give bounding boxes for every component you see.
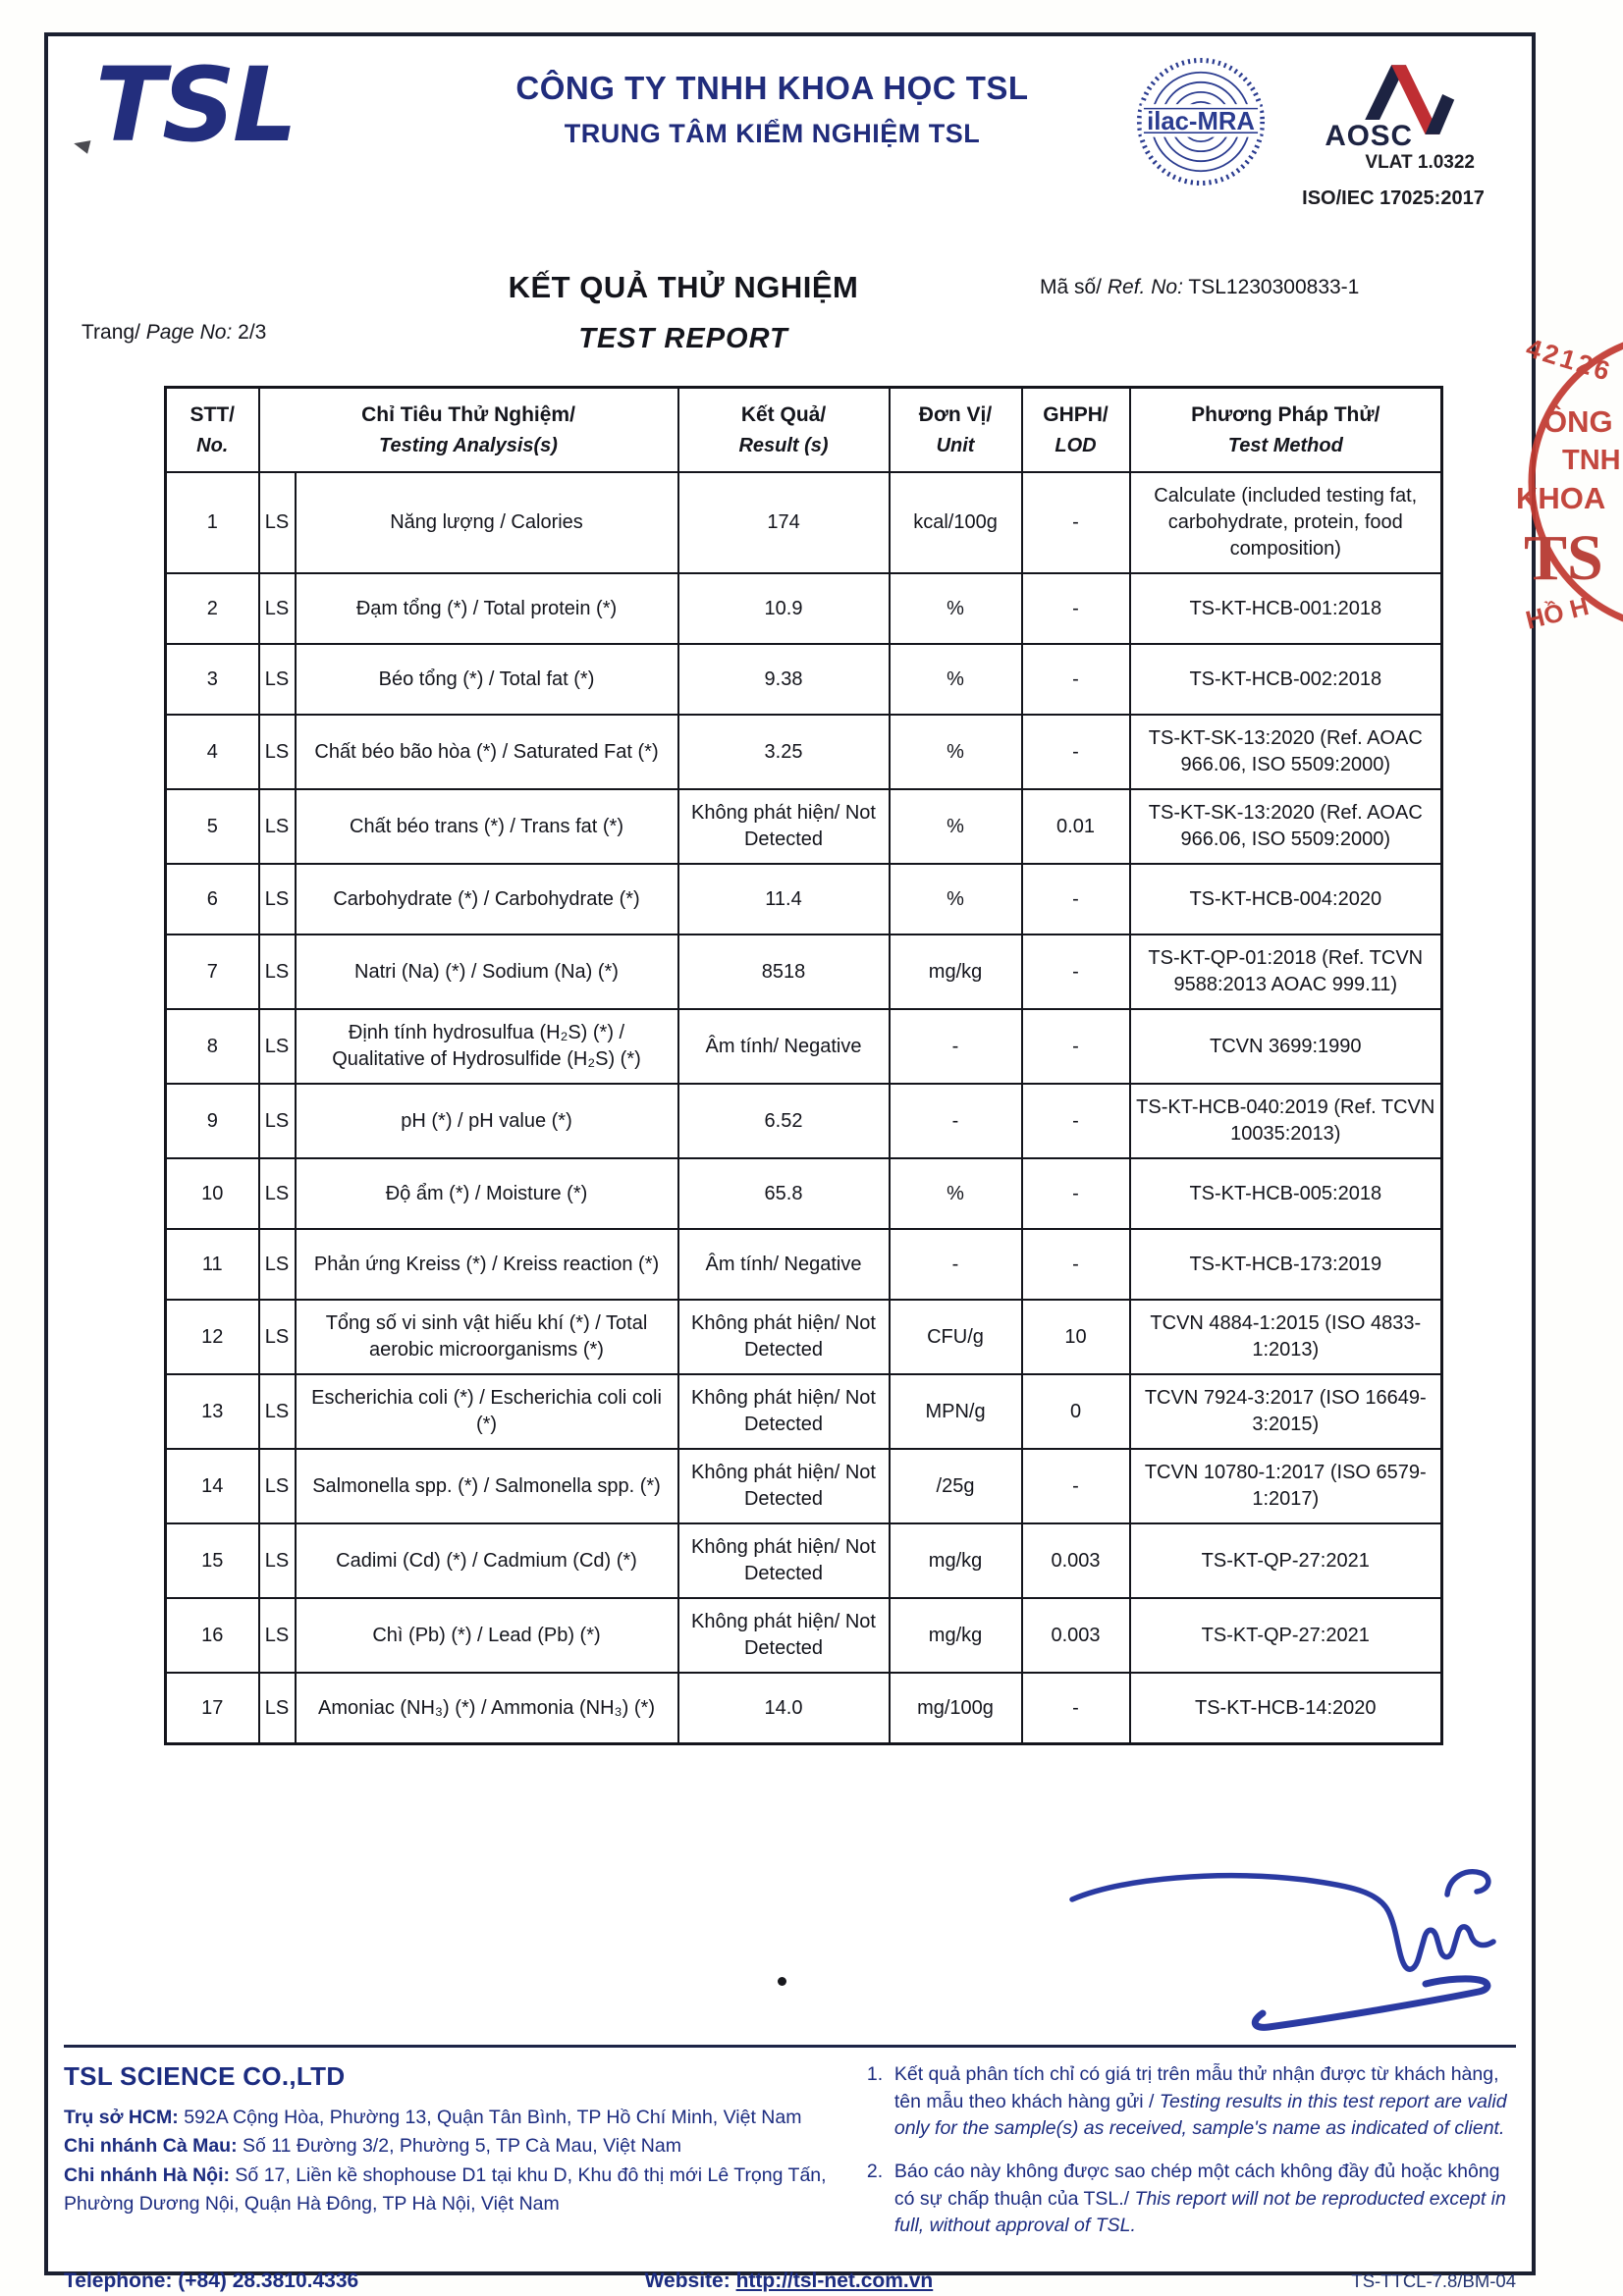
cell-unit: - — [890, 1084, 1022, 1158]
stamp-frag-big: TS — [1524, 522, 1603, 594]
cell-analysis: Đạm tổng (*) / Total protein (*) — [296, 573, 678, 644]
cell-unit: mg/kg — [890, 1598, 1022, 1673]
cell-lab: LS — [259, 472, 296, 573]
cell-no: 9 — [166, 1084, 259, 1158]
cell-unit: % — [890, 789, 1022, 864]
cell-unit: mg/100g — [890, 1673, 1022, 1744]
table-row — [166, 715, 1442, 789]
cell-lod: - — [1022, 1009, 1130, 1084]
signature-ink — [1050, 1841, 1511, 2047]
stray-ink-dot — [778, 1977, 786, 1986]
cell-unit: % — [890, 1158, 1022, 1229]
cell-no: 3 — [166, 644, 259, 715]
cell-result: 11.4 — [678, 864, 890, 934]
cell-method: TS-KT-HCB-001:2018 — [1130, 573, 1442, 644]
ref-label-en: Ref. No: — [1107, 276, 1183, 298]
cell-no: 1 — [166, 472, 259, 573]
footer-website: Website: http://tsl-net.com.vn — [644, 2269, 934, 2293]
cell-lod: - — [1022, 472, 1130, 573]
table-row — [166, 934, 1442, 1009]
cell-analysis: Cadimi (Cd) (*) / Cadmium (Cd) (*) — [296, 1523, 678, 1598]
accreditation-logos — [1135, 52, 1520, 210]
table-row — [166, 864, 1442, 934]
cell-method: TS-KT-HCB-002:2018 — [1130, 644, 1442, 715]
cell-result: Không phát hiện/ Not Detected — [678, 1449, 890, 1523]
cell-unit: - — [890, 1229, 1022, 1300]
cell-result: 10.9 — [678, 573, 890, 644]
page-number-value: 2/3 — [238, 321, 267, 344]
table-row — [166, 1374, 1442, 1449]
cell-lab: LS — [259, 644, 296, 715]
cell-analysis: Carbohydrate (*) / Carbohydrate (*) — [296, 864, 678, 934]
company-heading — [409, 52, 1135, 149]
cell-lod: 10 — [1022, 1300, 1130, 1374]
cell-lab: LS — [259, 1300, 296, 1374]
cell-lod: 0.01 — [1022, 789, 1130, 864]
cell-no: 10 — [166, 1158, 259, 1229]
cell-result: Không phát hiện/ Not Detected — [678, 1598, 890, 1673]
cell-lab: LS — [259, 573, 296, 644]
report-footer — [64, 2045, 1516, 2293]
results-table-body — [166, 472, 1442, 1744]
stamp-frag-3: KHOA — [1516, 481, 1606, 515]
cell-result: Không phát hiện/ Not Detected — [678, 789, 890, 864]
stamp-frag-1: ÔNG — [1543, 404, 1613, 439]
cell-analysis: Phản ứng Kreiss (*) / Kreiss reaction (*) — [296, 1229, 678, 1300]
cell-method: TS-KT-HCB-14:2020 — [1130, 1673, 1442, 1744]
cell-lab: LS — [259, 1449, 296, 1523]
ref-number-value: TSL1230300833-1 — [1188, 276, 1360, 298]
vlat-code: VLAT 1.0322 — [1365, 152, 1475, 173]
cell-lod: 0.003 — [1022, 1523, 1130, 1598]
cell-method: TCVN 4884-1:2015 (ISO 4833-1:2013) — [1130, 1300, 1442, 1374]
table-row — [166, 1009, 1442, 1084]
cell-result: 6.52 — [678, 1084, 890, 1158]
cell-no: 2 — [166, 573, 259, 644]
cell-analysis: Amoniac (NH₃) (*) / Ammonia (NH₃) (*) — [296, 1673, 678, 1744]
cell-analysis: Natri (Na) (*) / Sodium (Na) (*) — [296, 934, 678, 1009]
cell-unit: % — [890, 864, 1022, 934]
cell-no: 15 — [166, 1523, 259, 1598]
cell-no: 7 — [166, 934, 259, 1009]
cell-method: TS-KT-QP-01:2018 (Ref. TCVN 9588:2013 AOAC 999.11) — [1130, 934, 1442, 1009]
center-name: TRUNG TÂM KIỂM NGHIỆM TSL — [564, 119, 981, 148]
cell-unit: % — [890, 715, 1022, 789]
red-company-stamp — [1465, 320, 1623, 648]
footer-telephone: Telephone: (+84) 28.3810.4336 — [64, 2269, 359, 2293]
col-method: Phương Pháp Thử/ Test Method — [1130, 388, 1442, 473]
footer-hq-address: Trụ sở HCM: 592A Cộng Hòa, Phường 13, Quận Tân Bình, TP Hồ Chí Minh, Việt Nam — [64, 2107, 802, 2128]
table-row — [166, 789, 1442, 864]
cell-analysis: Định tính hydrosulfua (H₂S) (*) / Qualitative of Hydrosulfide (H₂S) (*) — [296, 1009, 678, 1084]
cell-method: TS-KT-QP-27:2021 — [1130, 1598, 1442, 1673]
cell-result: 14.0 — [678, 1673, 890, 1744]
cell-method: TS-KT-HCB-173:2019 — [1130, 1229, 1442, 1300]
cell-lab: LS — [259, 1158, 296, 1229]
col-no: STT/ No. — [166, 388, 259, 473]
cell-unit: % — [890, 573, 1022, 644]
cell-lod: - — [1022, 864, 1130, 934]
footer-hanoi-address: Chi nhánh Hà Nội: Số 17, Liền kề shophouse D1 tại khu D, Khu đô thị mới Lê Trọng Tấn, Phường Dương Nội, Quận Hà Đông, TP Hà Nội, Việt Nam — [64, 2163, 827, 2215]
cell-result: 3.25 — [678, 715, 890, 789]
tsl-logo-block — [68, 45, 409, 165]
footer-note-2: 2. Báo cáo này không được sao chép một cách không đầy đủ hoặc không có sự chấp thuận của TSL./ This report will not be reproducted except in full, without approval of TSL. — [866, 2161, 1506, 2237]
table-row — [166, 1449, 1442, 1523]
cell-unit: MPN/g — [890, 1374, 1022, 1449]
col-result: Kết Quả/ Result (s) — [678, 388, 890, 473]
footer-divider — [64, 2045, 1516, 2048]
table-row — [166, 472, 1442, 573]
cell-lod: - — [1022, 1449, 1130, 1523]
results-table-wrap — [164, 386, 1443, 1745]
website-url: http://tsl-net.com.vn — [735, 2269, 934, 2293]
cell-no: 16 — [166, 1598, 259, 1673]
cell-analysis: Năng lượng / Calories — [296, 472, 678, 573]
cell-lab: LS — [259, 1673, 296, 1744]
cell-unit: kcal/100g — [890, 472, 1022, 573]
cell-lab: LS — [259, 1084, 296, 1158]
cell-result: 65.8 — [678, 1158, 890, 1229]
cell-lod: 0.003 — [1022, 1598, 1130, 1673]
cell-lod: - — [1022, 1229, 1130, 1300]
cell-lod: - — [1022, 573, 1130, 644]
table-row — [166, 1300, 1442, 1374]
cell-lab: LS — [259, 715, 296, 789]
stamp-frag-2: TNH — [1562, 445, 1621, 476]
footer-notes — [867, 2061, 1516, 2256]
cell-unit: /25g — [890, 1449, 1022, 1523]
iso-standard: ISO/IEC 17025:2017 — [1302, 187, 1485, 209]
footer-note-1: 1. Kết quả phân tích chỉ có giá trị trên mẫu thử nhận được từ khách hàng, tên mẫu theo khách hàng gửi / Testing results in this test report are valid only for the sample(s) as received, sample's name as indicated of client. — [866, 2063, 1507, 2140]
footer-camau-address: Chi nhánh Cà Mau: Số 11 Đường 3/2, Phường 5, TP Cà Mau, Việt Nam — [64, 2135, 681, 2158]
table-row — [166, 1229, 1442, 1300]
cell-result: 174 — [678, 472, 890, 573]
col-unit: Đơn Vị/ Unit — [890, 388, 1022, 473]
report-title — [327, 270, 1040, 355]
col-analysis: Chỉ Tiêu Thử Nghiệm/ Testing Analysis(s) — [259, 388, 678, 473]
cell-result: Âm tính/ Negative — [678, 1009, 890, 1084]
stamp-arc-bottom: HỒ H — [1522, 591, 1593, 635]
col-lod: GHPH/ LOD — [1022, 388, 1130, 473]
cell-result: Không phát hiện/ Not Detected — [678, 1300, 890, 1374]
cell-lab: LS — [259, 934, 296, 1009]
cell-analysis: Chất béo bão hòa (*) / Saturated Fat (*) — [296, 715, 678, 789]
cell-no: 13 — [166, 1374, 259, 1449]
page-label-vi: Trang/ — [81, 321, 140, 344]
cell-unit: mg/kg — [890, 1523, 1022, 1598]
cell-analysis: Chì (Pb) (*) / Lead (Pb) (*) — [296, 1598, 678, 1673]
form-code: TS-TTCL-7.8/BM-04 — [1351, 2270, 1516, 2292]
cell-lab: LS — [259, 1229, 296, 1300]
reference-number — [1040, 270, 1506, 355]
cell-method: TCVN 3699:1990 — [1130, 1009, 1442, 1084]
cell-unit: CFU/g — [890, 1300, 1022, 1374]
cell-lab: LS — [259, 789, 296, 864]
footer-company-name: TSL SCIENCE CO.,LTD — [64, 2061, 346, 2091]
cell-lab: LS — [259, 1523, 296, 1598]
page-number — [81, 270, 327, 355]
results-table — [164, 386, 1443, 1745]
table-row — [166, 1158, 1442, 1229]
footer-company-info — [64, 2061, 834, 2256]
cell-lab: LS — [259, 1598, 296, 1673]
cell-method: TS-KT-HCB-040:2019 (Ref. TCVN 10035:2013) — [1130, 1084, 1442, 1158]
cell-method: TS-KT-HCB-005:2018 — [1130, 1158, 1442, 1229]
report-header — [68, 45, 1520, 210]
aosc-logo-icon — [1297, 56, 1489, 158]
ilac-mra-label: ilac-MRA — [1147, 107, 1255, 135]
cell-method: TCVN 7924-3:2017 (ISO 16649-3:2015) — [1130, 1374, 1442, 1449]
cell-method: TS-KT-SK-13:2020 (Ref. AOAC 966.06, ISO 5509:2000) — [1130, 789, 1442, 864]
page-label-en: Page No: — [145, 321, 233, 344]
cell-analysis: pH (*) / pH value (*) — [296, 1084, 678, 1158]
cell-no: 5 — [166, 789, 259, 864]
cell-result: Không phát hiện/ Not Detected — [678, 1374, 890, 1449]
cell-analysis: Salmonella spp. (*) / Salmonella spp. (*) — [296, 1449, 678, 1523]
tsl-logo: TSL — [95, 45, 296, 165]
cell-unit: % — [890, 644, 1022, 715]
cell-lod: - — [1022, 715, 1130, 789]
cell-unit: - — [890, 1009, 1022, 1084]
cell-method: Calculate (included testing fat, carbohydrate, protein, food composition) — [1130, 472, 1442, 573]
cell-analysis: Chất béo trans (*) / Trans fat (*) — [296, 789, 678, 864]
table-row — [166, 644, 1442, 715]
table-header-row — [166, 388, 1442, 473]
cell-no: 12 — [166, 1300, 259, 1374]
cell-unit: mg/kg — [890, 934, 1022, 1009]
cell-analysis: Béo tổng (*) / Total fat (*) — [296, 644, 678, 715]
cell-lod: - — [1022, 934, 1130, 1009]
aosc-label: AOSC — [1325, 120, 1413, 152]
scan-artifact-mark — [73, 136, 91, 153]
cell-no: 11 — [166, 1229, 259, 1300]
table-row — [166, 1598, 1442, 1673]
cell-analysis: Escherichia coli (*) / Escherichia coli coli (*) — [296, 1374, 678, 1449]
cell-no: 17 — [166, 1673, 259, 1744]
cell-no: 8 — [166, 1009, 259, 1084]
cell-no: 6 — [166, 864, 259, 934]
cell-lab: LS — [259, 1009, 296, 1084]
report-title-vi: KẾT QUẢ THỬ NGHIỆM — [508, 270, 859, 304]
cell-result: Không phát hiện/ Not Detected — [678, 1523, 890, 1598]
aosc-logo-block — [1286, 56, 1500, 210]
cell-result: 9.38 — [678, 644, 890, 715]
cell-method: TS-KT-QP-27:2021 — [1130, 1523, 1442, 1598]
cell-no: 4 — [166, 715, 259, 789]
stamp-arc-top: 42126 — [1522, 333, 1616, 388]
cell-method: TCVN 10780-1:2017 (ISO 6579-1:2017) — [1130, 1449, 1442, 1523]
report-title-en: TEST REPORT — [578, 323, 788, 354]
table-row — [166, 1673, 1442, 1744]
ilac-mra-logo-icon — [1135, 56, 1267, 187]
cell-no: 14 — [166, 1449, 259, 1523]
cell-lod: - — [1022, 1158, 1130, 1229]
cell-lab: LS — [259, 1374, 296, 1449]
cell-lab: LS — [259, 864, 296, 934]
table-row — [166, 573, 1442, 644]
cell-analysis: Tổng số vi sinh vật hiếu khí (*) / Total aerobic microorganisms (*) — [296, 1300, 678, 1374]
cell-result: Âm tính/ Negative — [678, 1229, 890, 1300]
ref-label-vi: Mã số/ — [1040, 276, 1103, 298]
report-page — [44, 32, 1536, 2293]
cell-lod: - — [1022, 644, 1130, 715]
cell-method: TS-KT-SK-13:2020 (Ref. AOAC 966.06, ISO 5509:2000) — [1130, 715, 1442, 789]
cell-lod: - — [1022, 1673, 1130, 1744]
table-row — [166, 1523, 1442, 1598]
company-name: CÔNG TY TNHH KHOA HỌC TSL — [515, 70, 1029, 106]
cell-lod: - — [1022, 1084, 1130, 1158]
cell-analysis: Độ ẩm (*) / Moisture (*) — [296, 1158, 678, 1229]
title-block — [81, 270, 1506, 355]
cell-result: 8518 — [678, 934, 890, 1009]
table-row — [166, 1084, 1442, 1158]
cell-lod: 0 — [1022, 1374, 1130, 1449]
cell-method: TS-KT-HCB-004:2020 — [1130, 864, 1442, 934]
